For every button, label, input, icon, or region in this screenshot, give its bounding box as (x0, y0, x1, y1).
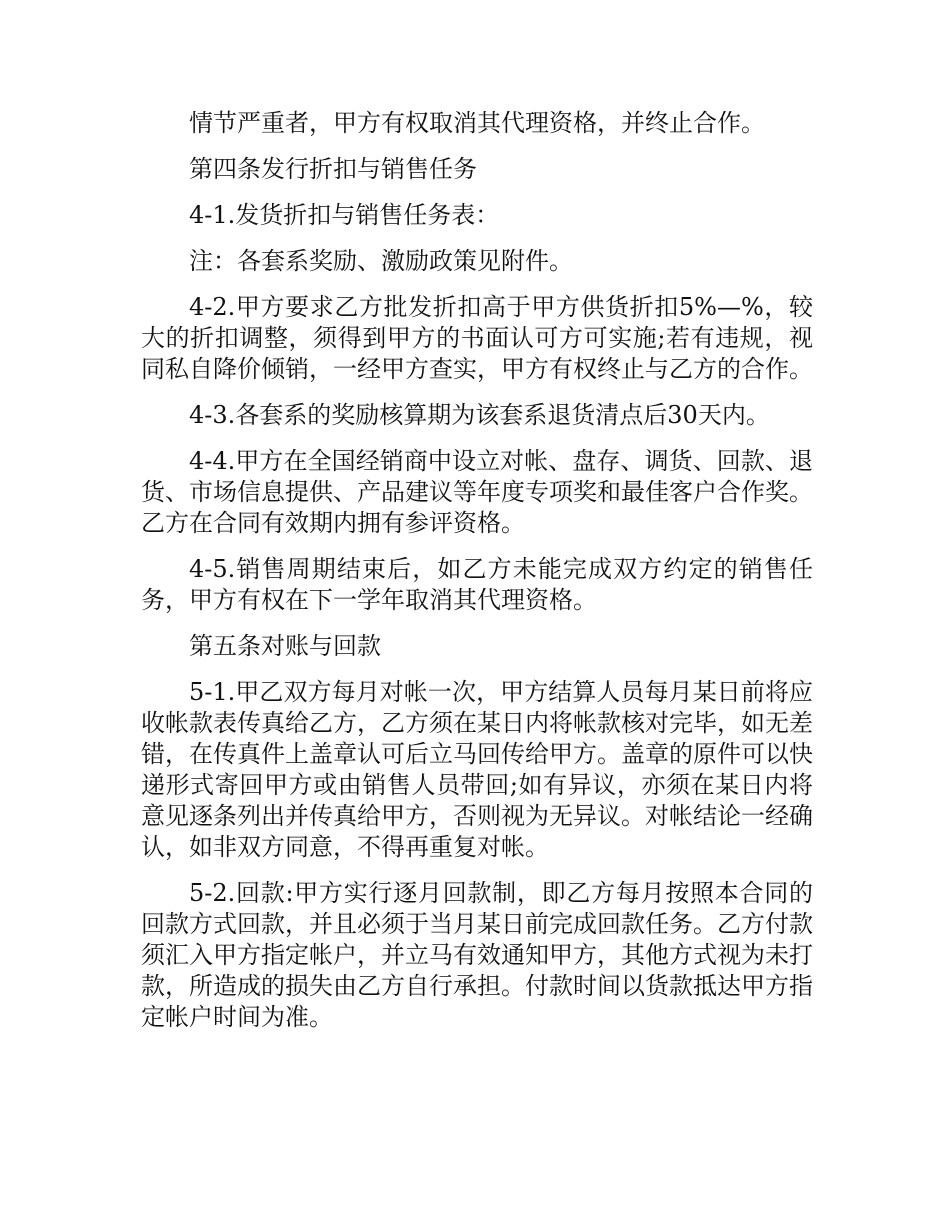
paragraph-4-3: 4-3.各套系的奖励核算期为该套系退货清点后30天内。 (189, 401, 770, 429)
document-body (141, 108, 813, 1048)
section-heading-article-5: 第五条对账与回款 (189, 632, 381, 660)
paragraph-serious-cases: 情节严重者，甲方有权取消其代理资格，并终止合作。 (189, 109, 765, 137)
paragraph-4-2: 4-2.甲方要求乙方批发折扣高于甲方供货折扣5%—%，较大的折扣调整，须得到甲方的书面认可方可实施;若有违规，视同私自降价倾销，一经甲方查实，甲方有权终止与乙方的合作。 (141, 293, 813, 383)
section-heading-article-4: 第四条发行折扣与销售任务 (189, 155, 477, 183)
paragraph-4-4: 4-4.甲方在全国经销商中设立对帐、盘存、调货、回款、退货、市场信息提供、产品建议等年度专项奖和最佳客户合作奖。乙方在合同有效期内拥有参评资格。 (141, 447, 813, 537)
paragraph-5-2: 5-2.回款:甲方实行逐月回款制，即乙方每月按照本合同的回款方式回款，并且必须于当月某日前完成回款任务。乙方付款须汇入甲方指定帐户，并立马有效通知甲方，其他方式视为未打款，所造成的损失由乙方自行承担。付款时间以货款抵达甲方指定帐户时间为准。 (141, 879, 813, 1031)
paragraph-note: 注：各套系奖励、激励政策见附件。 (189, 247, 573, 275)
paragraph-4-1: 4-1.发货折扣与销售任务表： (189, 201, 500, 229)
paragraph-5-1: 5-1.甲乙双方每月对帐一次，甲方结算人员每月某日前将应收帐款表传真给乙方，乙方须在某日内将帐款核对完毕，如无差错，在传真件上盖章认可后立马回传给甲方。盖章的原件可以快递形式寄回甲方或由销售人员带回;如有异议，亦须在某日内将意见逐条列出并传真给甲方，否则视为无异议。对帐结论一经确认，如非双方同意，不得再重复对帐。 (141, 678, 813, 861)
paragraph-4-5: 4-5.销售周期结束后，如乙方未能完成双方约定的销售任务，甲方有权在下一学年取消其代理资格。 (141, 555, 813, 614)
